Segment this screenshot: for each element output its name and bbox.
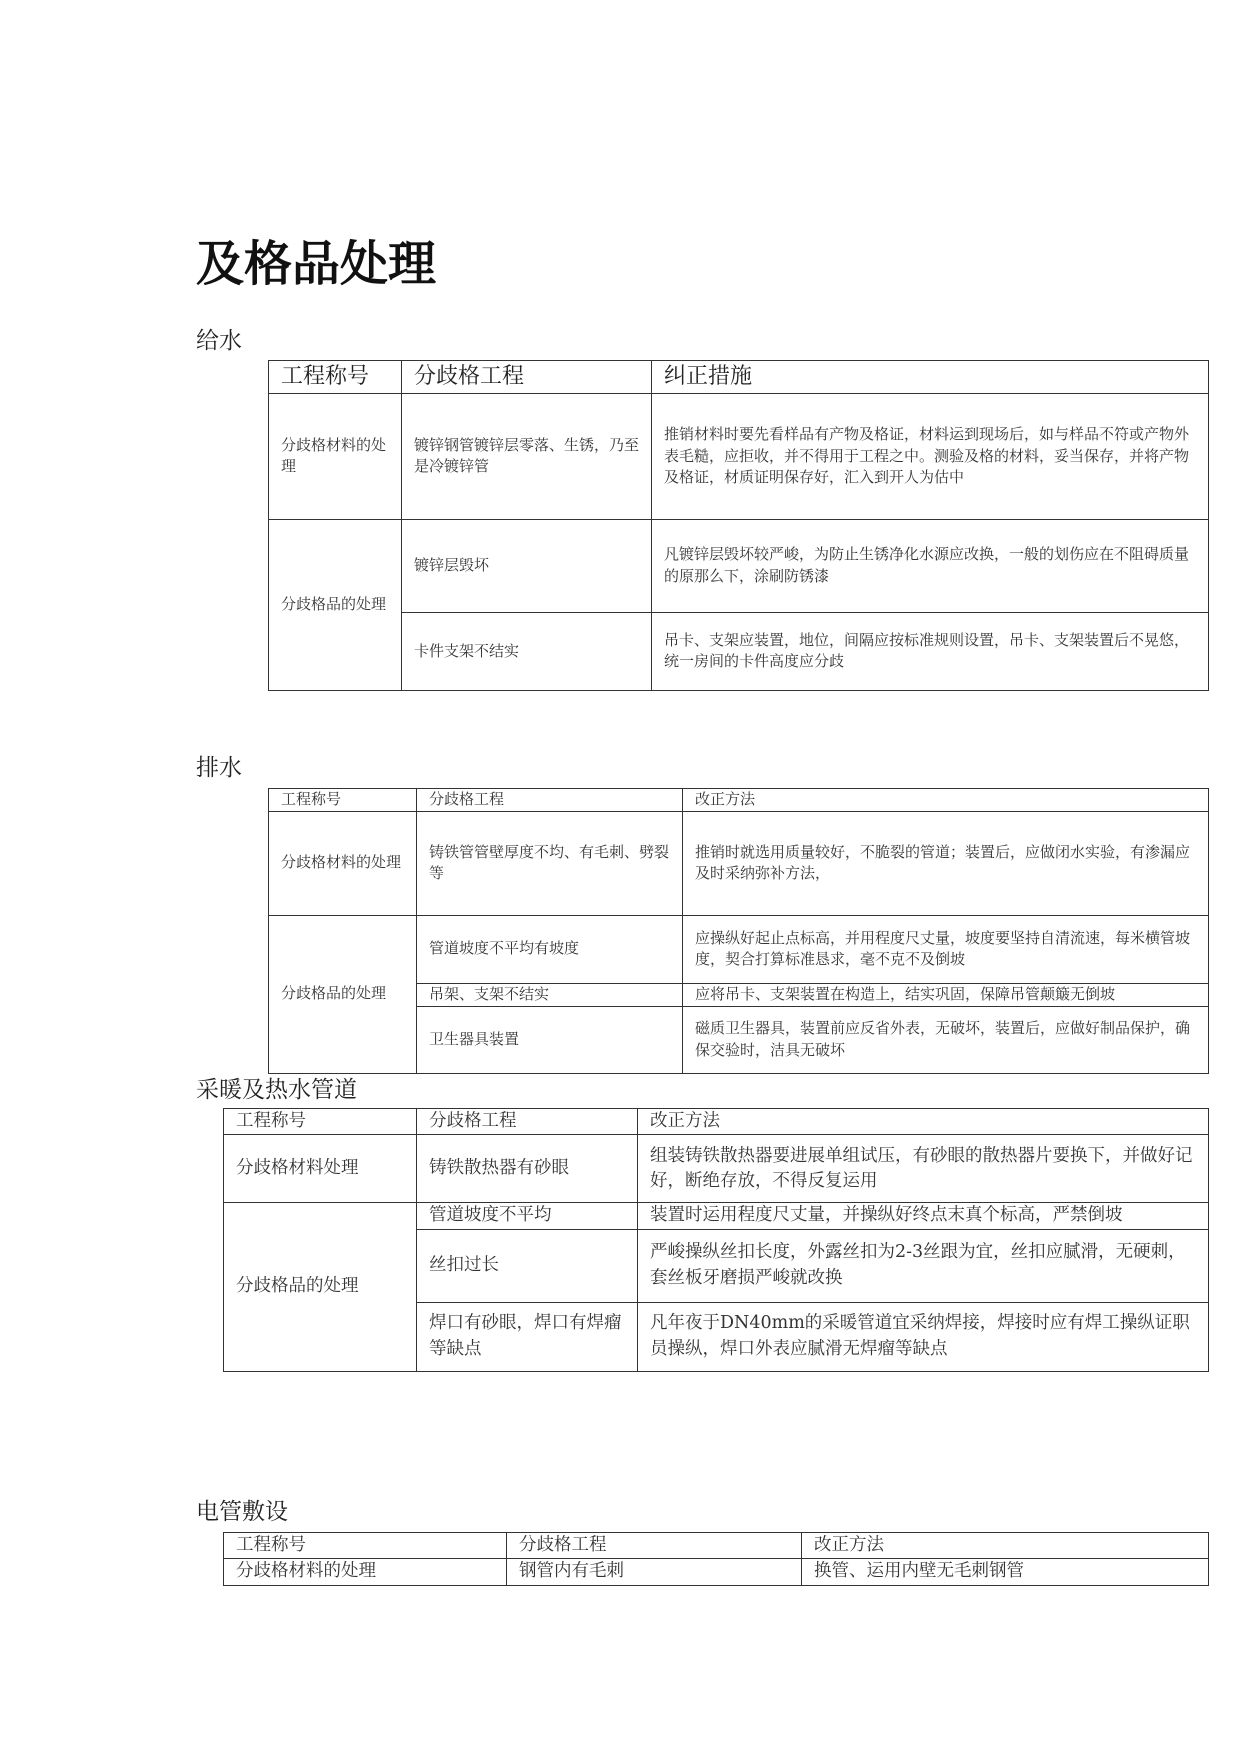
section-heading-water-supply: 给水: [196, 328, 242, 354]
table-row: [224, 1559, 1209, 1585]
header-cell: 工程称号: [269, 361, 402, 394]
action-cell: 严峻操纵丝扣长度，外露丝扣为2-3丝跟为宜，丝扣应腻滑，无硬刺，套丝板牙磨损严峻就改换: [638, 1229, 1209, 1302]
header-cell: 分歧格工程: [402, 361, 652, 394]
table-row: [269, 519, 1209, 612]
table-header-row: [224, 1533, 1209, 1559]
page-title: 及格品处理: [196, 236, 437, 292]
action-cell: 装置时运用程度尺丈量，并操纵好终点末真个标高，严禁倒坡: [638, 1203, 1209, 1229]
table-row: [269, 915, 1209, 983]
category-cell: 分歧格材料的处理: [269, 811, 417, 915]
header-cell: 分歧格工程: [507, 1533, 802, 1559]
item-cell: 镀锌钢管镀锌层零落、生锈，乃至是冷镀锌管: [402, 393, 652, 519]
item-cell: 管道坡度不平均有坡度: [417, 915, 683, 983]
table-row: [224, 1135, 1209, 1203]
water-supply-table: [268, 360, 1209, 691]
table-header-row: [269, 789, 1209, 812]
header-cell: 工程称号: [269, 789, 417, 812]
item-cell: 焊口有砂眼，焊口有焊瘤等缺点: [417, 1302, 638, 1371]
action-cell: 磁质卫生器具，装置前应反省外表，无破坏，装置后，应做好制品保护，确保交验时，洁具无破坏: [683, 1006, 1209, 1073]
action-cell: 换管、运用内壁无毛刺钢管: [802, 1559, 1209, 1585]
category-cell: 分歧格品的处理: [224, 1203, 417, 1371]
item-cell: 卡件支架不结实: [402, 612, 652, 690]
header-cell: 改正方法: [638, 1109, 1209, 1135]
header-cell: 工程称号: [224, 1533, 507, 1559]
action-cell: 应将吊卡、支架装置在构造上，结实巩固，保障吊管颠簸无倒坡: [683, 983, 1209, 1006]
header-cell: 工程称号: [224, 1109, 417, 1135]
section-heading-heating: 采暖及热水管道: [196, 1077, 357, 1103]
action-cell: 推销时就选用质量较好，不脆裂的管道；装置后，应做闭水实验，有渗漏应及时采纳弥补方法，: [683, 811, 1209, 915]
action-cell: 组装铸铁散热器要进展单组试压，有砂眼的散热器片要换下，并做好记好，断绝存放，不得反复运用: [638, 1135, 1209, 1203]
action-cell: 应操纵好起止点标高，并用程度尺丈量，坡度要坚持自清流速，每米横管坡度，契合打算标准恳求，毫不克不及倒坡: [683, 915, 1209, 983]
table-row: [269, 612, 1209, 690]
category-cell: 分歧格品的处理: [269, 915, 417, 1073]
item-cell: 丝扣过长: [417, 1229, 638, 1302]
item-cell: 钢管内有毛刺: [507, 1559, 802, 1585]
drainage-table: [268, 788, 1209, 1074]
heating-table: [223, 1108, 1209, 1372]
header-cell: 改正方法: [683, 789, 1209, 812]
category-cell: 分歧格材料处理: [224, 1135, 417, 1203]
item-cell: 吊架、支架不结实: [417, 983, 683, 1006]
item-cell: 铸铁管管壁厚度不均、有毛刺、劈裂等: [417, 811, 683, 915]
item-cell: 卫生器具装置: [417, 1006, 683, 1073]
action-cell: 凡年夜于DN40mm的采暖管道宜采纳焊接，焊接时应有焊工操纵证职员操纵，焊口外表应腻滑无焊瘤等缺点: [638, 1302, 1209, 1371]
item-cell: 管道坡度不平均: [417, 1203, 638, 1229]
section-heading-conduit: 电管敷设: [196, 1499, 288, 1525]
item-cell: 铸铁散热器有砂眼: [417, 1135, 638, 1203]
table-header-row: [269, 361, 1209, 394]
action-cell: 推销材料时要先看样品有产物及格证，材料运到现场后，如与样品不符或产物外表毛糙，应拒收，并不得用于工程之中。测验及格的材料，妥当保存，并将产物及格证，材质证明保存好，汇入到开人为估中: [652, 393, 1209, 519]
category-cell: 分歧格材料的处理: [224, 1559, 507, 1585]
header-cell: 纠正措施: [652, 361, 1209, 394]
action-cell: 凡镀锌层毁坏较严峻，为防止生锈净化水源应改换，一般的划伤应在不阻碍质量的原那么下，涂刷防锈漆: [652, 519, 1209, 612]
conduit-table: [223, 1532, 1209, 1586]
category-cell: 分歧格材料的处理: [269, 393, 402, 519]
table-header-row: [224, 1109, 1209, 1135]
header-cell: 分歧格工程: [417, 789, 683, 812]
section-heading-drainage: 排水: [196, 755, 242, 781]
table-row: [269, 811, 1209, 915]
header-cell: 改正方法: [802, 1533, 1209, 1559]
table-row: [224, 1203, 1209, 1229]
category-cell: 分歧格品的处理: [269, 519, 402, 690]
action-cell: 吊卡、支架应装置，地位，间隔应按标准规则设置，吊卡、支架装置后不晃悠，统一房间的卡件高度应分歧: [652, 612, 1209, 690]
table-row: [269, 393, 1209, 519]
header-cell: 分歧格工程: [417, 1109, 638, 1135]
item-cell: 镀锌层毁坏: [402, 519, 652, 612]
